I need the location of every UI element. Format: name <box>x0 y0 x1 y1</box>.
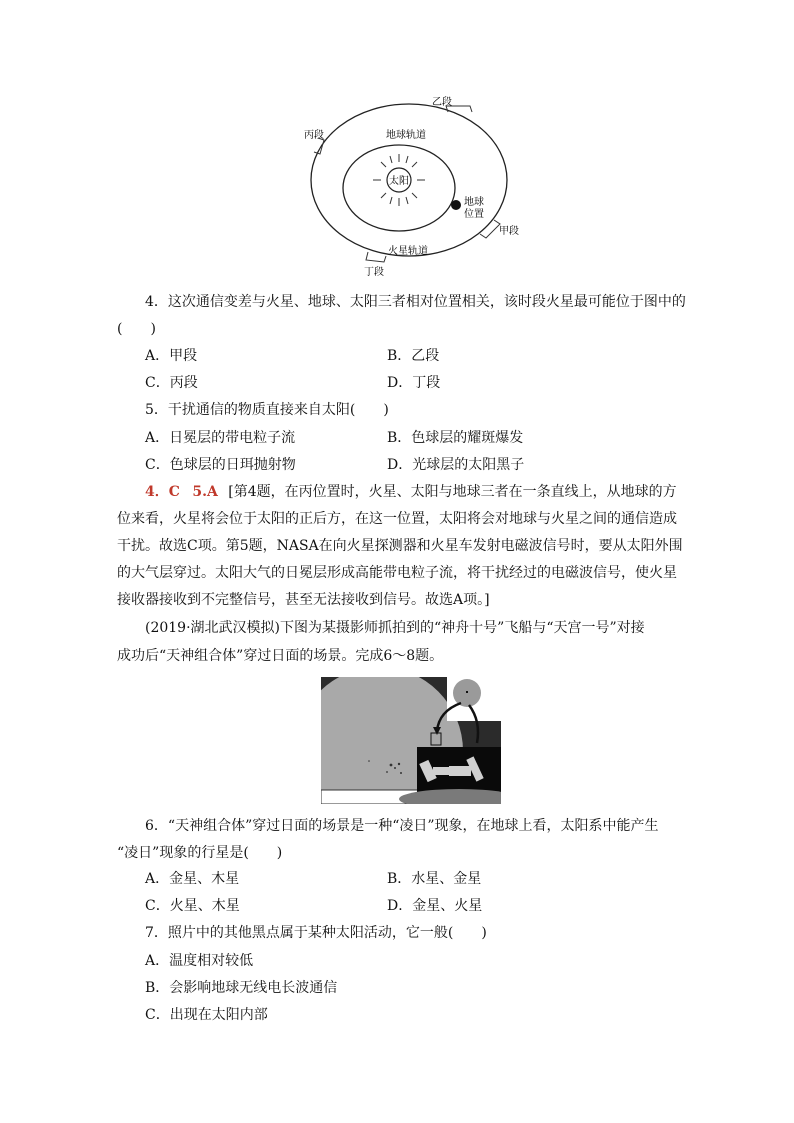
q4-option-c[interactable]: C．丙段 <box>145 375 198 391</box>
segment-bing-label: 丙段 <box>304 130 324 141</box>
q6-option-c[interactable]: C．火星、木星 <box>145 898 240 914</box>
answer45-line2: 位来看，火星将会位于太阳的正后方，在这一位置，太阳将会对地球与火星之间的通信造成 <box>117 511 677 527</box>
q7-option-b[interactable]: B．会影响地球无线电长波通信 <box>145 980 338 996</box>
segment-ding-label: 丁段 <box>364 267 384 278</box>
q4-stem-line1: 4．这次通信变差与火星、地球、太阳三者相对位置相关，该时段火星最可能位于图中的 <box>145 294 686 310</box>
transit-photo <box>321 677 501 804</box>
answer-label-5: 5.A <box>192 484 218 500</box>
q5-option-a[interactable]: A．日冕层的带电粒子流 <box>145 430 296 446</box>
answer45-line5: 接收器接收到不完整信号，甚至无法接收到信号。故选A项。] <box>117 592 490 608</box>
q4-stem-line2: ( ) <box>117 321 156 337</box>
earth-orbit-label: 地球轨道 <box>386 130 426 141</box>
q6-option-a[interactable]: A．金星、木星 <box>145 871 240 887</box>
mars-orbit-label: 火星轨道 <box>388 246 428 257</box>
orbit-diagram <box>298 92 524 282</box>
q7-option-c[interactable]: C．出现在太阳内部 <box>145 1007 268 1023</box>
sun-label: 太阳 <box>389 176 409 187</box>
intro-line1: (2019·湖北武汉模拟)下图为某摄影师抓拍到的“神舟十号”飞船与“天宫一号”对接 <box>145 620 645 636</box>
q6-option-b[interactable]: B．水星、金星 <box>387 871 482 887</box>
earth-position-label-2: 位置 <box>464 209 484 220</box>
answer45-line1 <box>145 482 677 502</box>
answer-label-4: 4．C <box>145 484 180 500</box>
segment-jia-label: 甲段 <box>499 226 519 237</box>
earth-dot <box>451 200 461 210</box>
q6-option-d[interactable]: D．金星、火星 <box>387 898 483 914</box>
q7-option-a[interactable]: A．温度相对较低 <box>145 953 254 969</box>
q6-stem-line2: “凌日”现象的行星是( ) <box>117 845 283 861</box>
q4-option-b[interactable]: B．乙段 <box>387 348 440 364</box>
answer45-line3: 干扰。故选C项。第5题，NASA在向火星探测器和火星车发射电磁波信号时，要从太阳外围 <box>117 538 683 554</box>
q4-option-a[interactable]: A．甲段 <box>145 348 198 364</box>
answer45-text-line1: [第4题，在丙位置时，火星、太阳与地球三者在一条直线上，从地球的方 <box>228 484 677 500</box>
segment-yi-label: 乙段 <box>432 97 452 108</box>
q6-stem-line1: 6．“天神组合体”穿过日面的场景是一种“凌日”现象，在地球上看，太阳系中能产生 <box>145 818 659 834</box>
q5-option-b[interactable]: B．色球层的耀斑爆发 <box>387 430 524 446</box>
earth-position-label-1: 地球 <box>464 197 484 208</box>
q5-option-c[interactable]: C．色球层的日珥抛射物 <box>145 457 296 473</box>
q5-stem: 5．干扰通信的物质直接来自太阳( ) <box>145 402 389 418</box>
q4-option-d[interactable]: D．丁段 <box>387 375 441 391</box>
intro-line2: 成功后“天神组合体”穿过日面的场景。完成6～8题。 <box>117 648 444 664</box>
answer45-line4: 的大气层穿过。太阳大气的日冕层形成高能带电粒子流，将干扰经过的电磁波信号，使火星 <box>117 565 677 581</box>
q5-option-d[interactable]: D．光球层的太阳黑子 <box>387 457 525 473</box>
q7-stem: 7．照片中的其他黑点属于某种太阳活动，它一般( ) <box>145 925 487 941</box>
